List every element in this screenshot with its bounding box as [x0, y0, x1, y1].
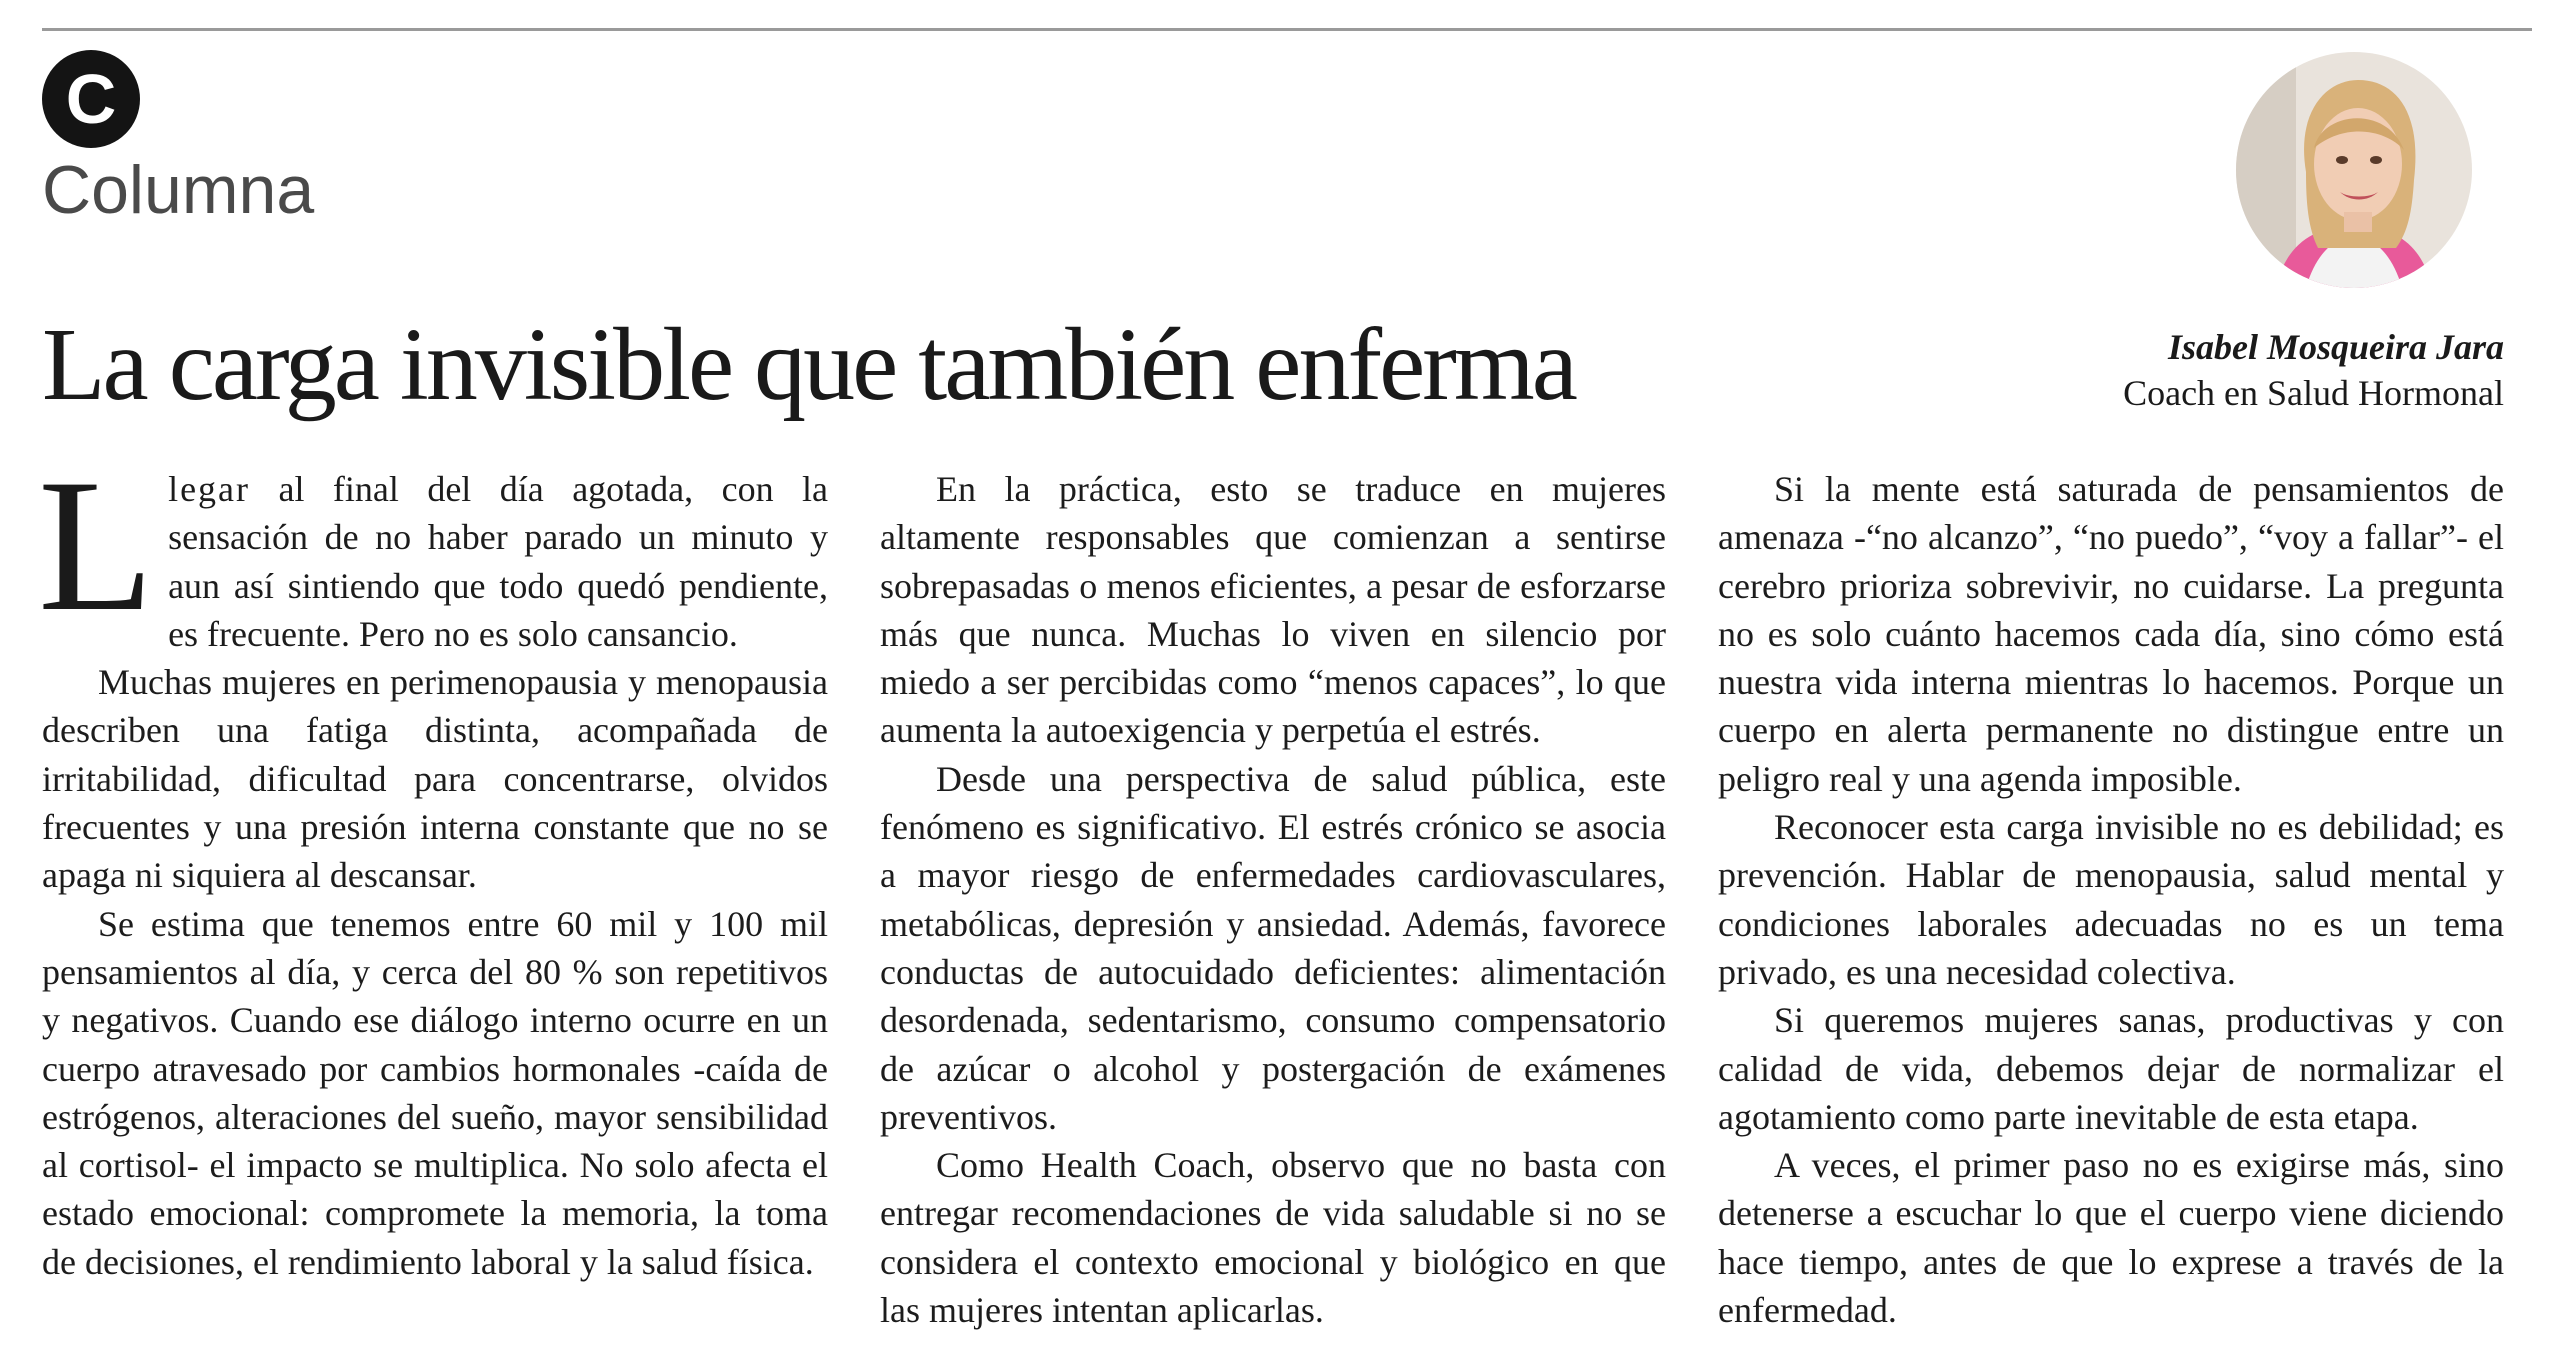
author-portrait-icon — [2236, 52, 2472, 288]
paragraph: Como Health Coach, observo que no basta con entregar recomendaciones de vida saludable si no se considera el contexto emocional y biológico en que las mujeres intentan aplicarlas. — [880, 1145, 1666, 1331]
article-body — [38, 441, 2504, 1334]
paragraph: Se estima que tenemos entre 60 mil y 100 mil pensamientos al día, y cerca del 80 % son repetitivos y negativos. Cuando ese diálogo interno ocurre en un cuerpo atravesado por cambios hormonales -caída de estrógenos, alteraciones del sueño, mayor sensibilidad al cortisol- el impacto se multiplica. No solo afecta el estado emocional: compromete la memoria, la toma de decisiones, el rendimiento laboral y la salud física. — [42, 903, 828, 1282]
author-role: Coach en Salud Hormonal — [2123, 373, 2504, 413]
lead-word: legar — [168, 469, 251, 509]
top-divider — [42, 28, 2532, 31]
paragraph: A veces, el primer paso no es exigirse más, sino detenerse a escuchar lo que el cuerpo viene diciendo hace tiempo, antes de que lo exprese a través de la enfermedad. — [1718, 1145, 2504, 1331]
author-name: Isabel Mosqueira Jara — [2167, 327, 2504, 367]
paragraph: Llegar al final del día agotada, con la sensación de no haber parado un minuto y aun así sintiendo que todo quedó pendiente, es frecuente. Pero no es solo cansancio. — [38, 441, 828, 654]
paragraph: Reconocer esta carga invisible no es debilidad; es prevención. Hablar de menopausia, salud mental y condiciones laborales adecuadas no es un tema privado, es una necesidad colectiva. — [1718, 807, 2504, 992]
drop-cap: L — [38, 441, 155, 651]
paragraph: En la práctica, esto se traduce en mujeres altamente responsables que comienzan a sentirse sobrepasadas o menos eficientes, a pesar de esforzarse más que nunca. Muchas lo viven en silencio por miedo a ser percibidas como “menos capaces”, lo que aumenta la autoexigencia y perpetúa el estrés. — [880, 469, 1666, 751]
section-label: Columna — [42, 152, 315, 228]
article-column-1 — [38, 441, 828, 1334]
paragraph: Muchas mujeres en perimenopausia y menopausia describen una fatiga distinta, acompañada de irritabilidad, dificultad para concentrarse, olvidos frecuentes y una presión interna constante que no se apaga ni siquiera al descansar. — [42, 662, 828, 896]
paragraph: Desde una perspectiva de salud pública, este fenómeno es significativo. El estrés crónico se asocia a mayor riesgo de enfermedades cardiovasculares, metabólicas, depresión y ansiedad. Además, favorece conductas de autocuidado deficientes: alimentación desordenada, sedentarismo, consumo compensatorio de azúcar o alcohol y postergación de exámenes preventivos. — [880, 758, 1666, 1137]
paragraph: Si queremos mujeres sanas, productivas y con calidad de vida, debemos dejar de normalizar el agotamiento como parte inevitable de esta etapa. — [1718, 1000, 2504, 1137]
byline — [2123, 325, 2504, 417]
paragraph: Si la mente está saturada de pensamientos de amenaza -“no alcanzo”, “no puedo”, “voy a fallar”- el cerebro prioriza sobrevivir, no cuidarse. La pregunta no es solo cuánto hacemos cada día, sino cómo está nuestra vida interna mientras lo hacemos. Porque un cuerpo en alerta permanente no distingue entre un peligro real y una agenda imposible. — [1718, 469, 2504, 799]
section-badge: C — [42, 50, 140, 148]
headline: La carga invisible que también enferma — [42, 307, 1575, 422]
article-column-3 — [1718, 465, 2504, 1334]
article-column-2 — [880, 465, 1666, 1334]
